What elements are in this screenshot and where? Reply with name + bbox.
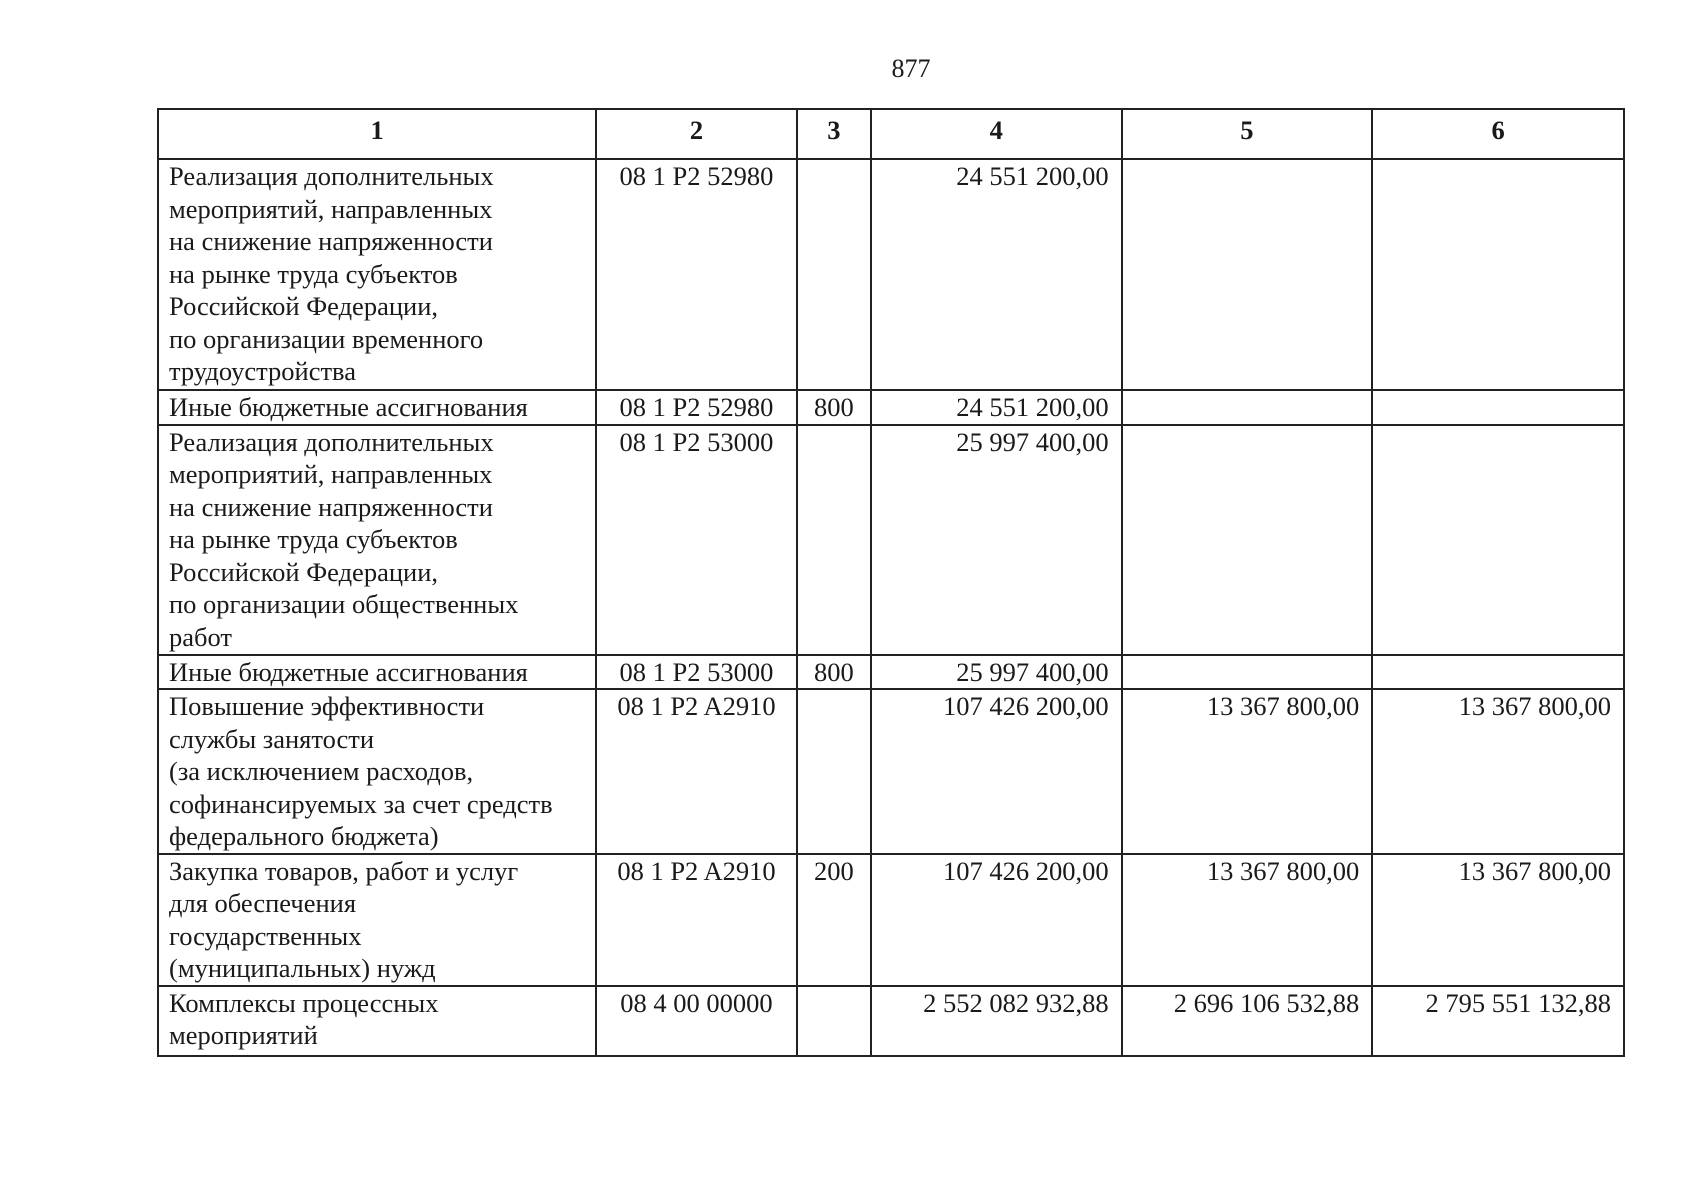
row-expense-type-cell bbox=[797, 425, 871, 655]
row-amount-col4-cell: 25 997 400,00 bbox=[871, 655, 1122, 690]
row-amount-col6-cell bbox=[1372, 390, 1624, 425]
row-code-cell: 08 1 P2 53000 bbox=[596, 655, 797, 690]
row-amount-col5-cell bbox=[1122, 390, 1373, 425]
row-code-cell: 08 1 P2 53000 bbox=[596, 425, 797, 655]
row-code-cell: 08 4 00 00000 bbox=[596, 986, 797, 1056]
row-amount-col6-cell: 13 367 800,00 bbox=[1372, 689, 1624, 854]
page-number: 877 bbox=[891, 54, 931, 83]
budget-table bbox=[157, 108, 1625, 1057]
row-name-line: Иные бюджетные ассигнования bbox=[169, 392, 528, 422]
row-name-line: Закупка товаров, работ и услуг bbox=[169, 855, 519, 886]
row-name-line: (муниципальных) нужд bbox=[169, 953, 436, 983]
column-header-5: 5 bbox=[1122, 109, 1373, 159]
row-amount-col5-cell bbox=[1122, 655, 1373, 690]
row-name-line: для обеспечения bbox=[169, 888, 357, 918]
row-name-line: на снижение напряженности bbox=[169, 226, 493, 256]
row-name-line: (за исключением расходов, bbox=[169, 756, 474, 786]
row-name-cell bbox=[158, 655, 596, 690]
row-amount-col6-cell bbox=[1372, 159, 1624, 390]
table-row bbox=[158, 689, 1624, 854]
row-amount-col4-cell: 25 997 400,00 bbox=[871, 425, 1122, 655]
row-name-line: на рынке труда субъектов bbox=[169, 258, 458, 289]
row-name-line: по организации временного bbox=[169, 323, 484, 354]
row-amount-col6-cell: 13 367 800,00 bbox=[1372, 854, 1624, 986]
row-name-line: софинансируемых за счет средств bbox=[169, 788, 553, 819]
row-name-line: Комплексы процессных bbox=[169, 987, 439, 1018]
column-header-3: 3 bbox=[797, 109, 871, 159]
row-name-line: работ bbox=[169, 621, 232, 652]
row-name-line: Российской Федерации, bbox=[169, 291, 438, 321]
row-name-line: мероприятий, направленных bbox=[169, 193, 493, 224]
row-name-line: на снижение напряженности bbox=[169, 491, 493, 522]
table-row bbox=[158, 854, 1624, 986]
row-amount-col5-cell: 13 367 800,00 bbox=[1122, 689, 1373, 854]
table-row bbox=[158, 159, 1624, 390]
row-amount-col6-cell bbox=[1372, 655, 1624, 690]
row-code-cell: 08 1 P2 A2910 bbox=[596, 854, 797, 986]
column-header-4: 4 bbox=[871, 109, 1122, 159]
row-amount-col5-cell: 13 367 800,00 bbox=[1122, 854, 1373, 986]
row-name-line: мероприятий bbox=[169, 1020, 318, 1050]
row-name-cell bbox=[158, 986, 596, 1056]
row-amount-col4-cell: 107 426 200,00 bbox=[871, 689, 1122, 854]
row-amount-col6-cell: 2 795 551 132,88 bbox=[1372, 986, 1624, 1056]
row-amount-col4-cell: 24 551 200,00 bbox=[871, 390, 1122, 425]
row-name-line: по организации общественных bbox=[169, 589, 519, 619]
row-name-cell bbox=[158, 159, 596, 390]
row-code-cell: 08 1 P2 52980 bbox=[596, 390, 797, 425]
table-row bbox=[158, 390, 1624, 425]
row-expense-type-cell: 200 bbox=[797, 854, 871, 986]
table-row bbox=[158, 986, 1624, 1056]
table-row bbox=[158, 655, 1624, 690]
row-name-line: Повышение эффективности bbox=[169, 691, 485, 721]
row-name-line: Реализация дополнительных bbox=[169, 426, 494, 457]
row-expense-type-cell: 800 bbox=[797, 390, 871, 425]
column-header-2: 2 bbox=[596, 109, 797, 159]
row-amount-col5-cell bbox=[1122, 159, 1373, 390]
row-name-line: государственных bbox=[169, 920, 362, 951]
row-expense-type-cell bbox=[797, 159, 871, 390]
row-name-cell bbox=[158, 689, 596, 854]
row-name-cell bbox=[158, 854, 596, 986]
row-name-line: Реализация дополнительных bbox=[169, 161, 494, 191]
row-expense-type-cell: 800 bbox=[797, 655, 871, 690]
row-name-cell bbox=[158, 390, 596, 425]
column-header-6: 6 bbox=[1372, 109, 1624, 159]
table-row bbox=[158, 425, 1624, 655]
row-code-cell: 08 1 P2 A2910 bbox=[596, 689, 797, 854]
row-name-line: трудоустройства bbox=[169, 356, 356, 386]
table-body bbox=[158, 159, 1624, 1056]
row-name-line: на рынке труда субъектов bbox=[169, 524, 458, 554]
row-name-line: службы занятости bbox=[169, 723, 375, 754]
header-row bbox=[158, 109, 1624, 159]
row-expense-type-cell bbox=[797, 986, 871, 1056]
row-name-cell bbox=[158, 425, 596, 655]
row-amount-col4-cell: 107 426 200,00 bbox=[871, 854, 1122, 986]
row-name-line: Российской Федерации, bbox=[169, 556, 438, 587]
row-amount-col5-cell bbox=[1122, 425, 1373, 655]
row-name-line: Иные бюджетные ассигнования bbox=[169, 656, 528, 687]
row-amount-col4-cell: 2 552 082 932,88 bbox=[871, 986, 1122, 1056]
row-amount-col4-cell: 24 551 200,00 bbox=[871, 159, 1122, 390]
row-name-line: федерального бюджета) bbox=[169, 821, 439, 851]
row-expense-type-cell bbox=[797, 689, 871, 854]
column-header-1: 1 bbox=[158, 109, 596, 159]
row-amount-col6-cell bbox=[1372, 425, 1624, 655]
row-name-line: мероприятий, направленных bbox=[169, 459, 493, 489]
row-code-cell: 08 1 P2 52980 bbox=[596, 159, 797, 390]
row-amount-col5-cell: 2 696 106 532,88 bbox=[1122, 986, 1373, 1056]
